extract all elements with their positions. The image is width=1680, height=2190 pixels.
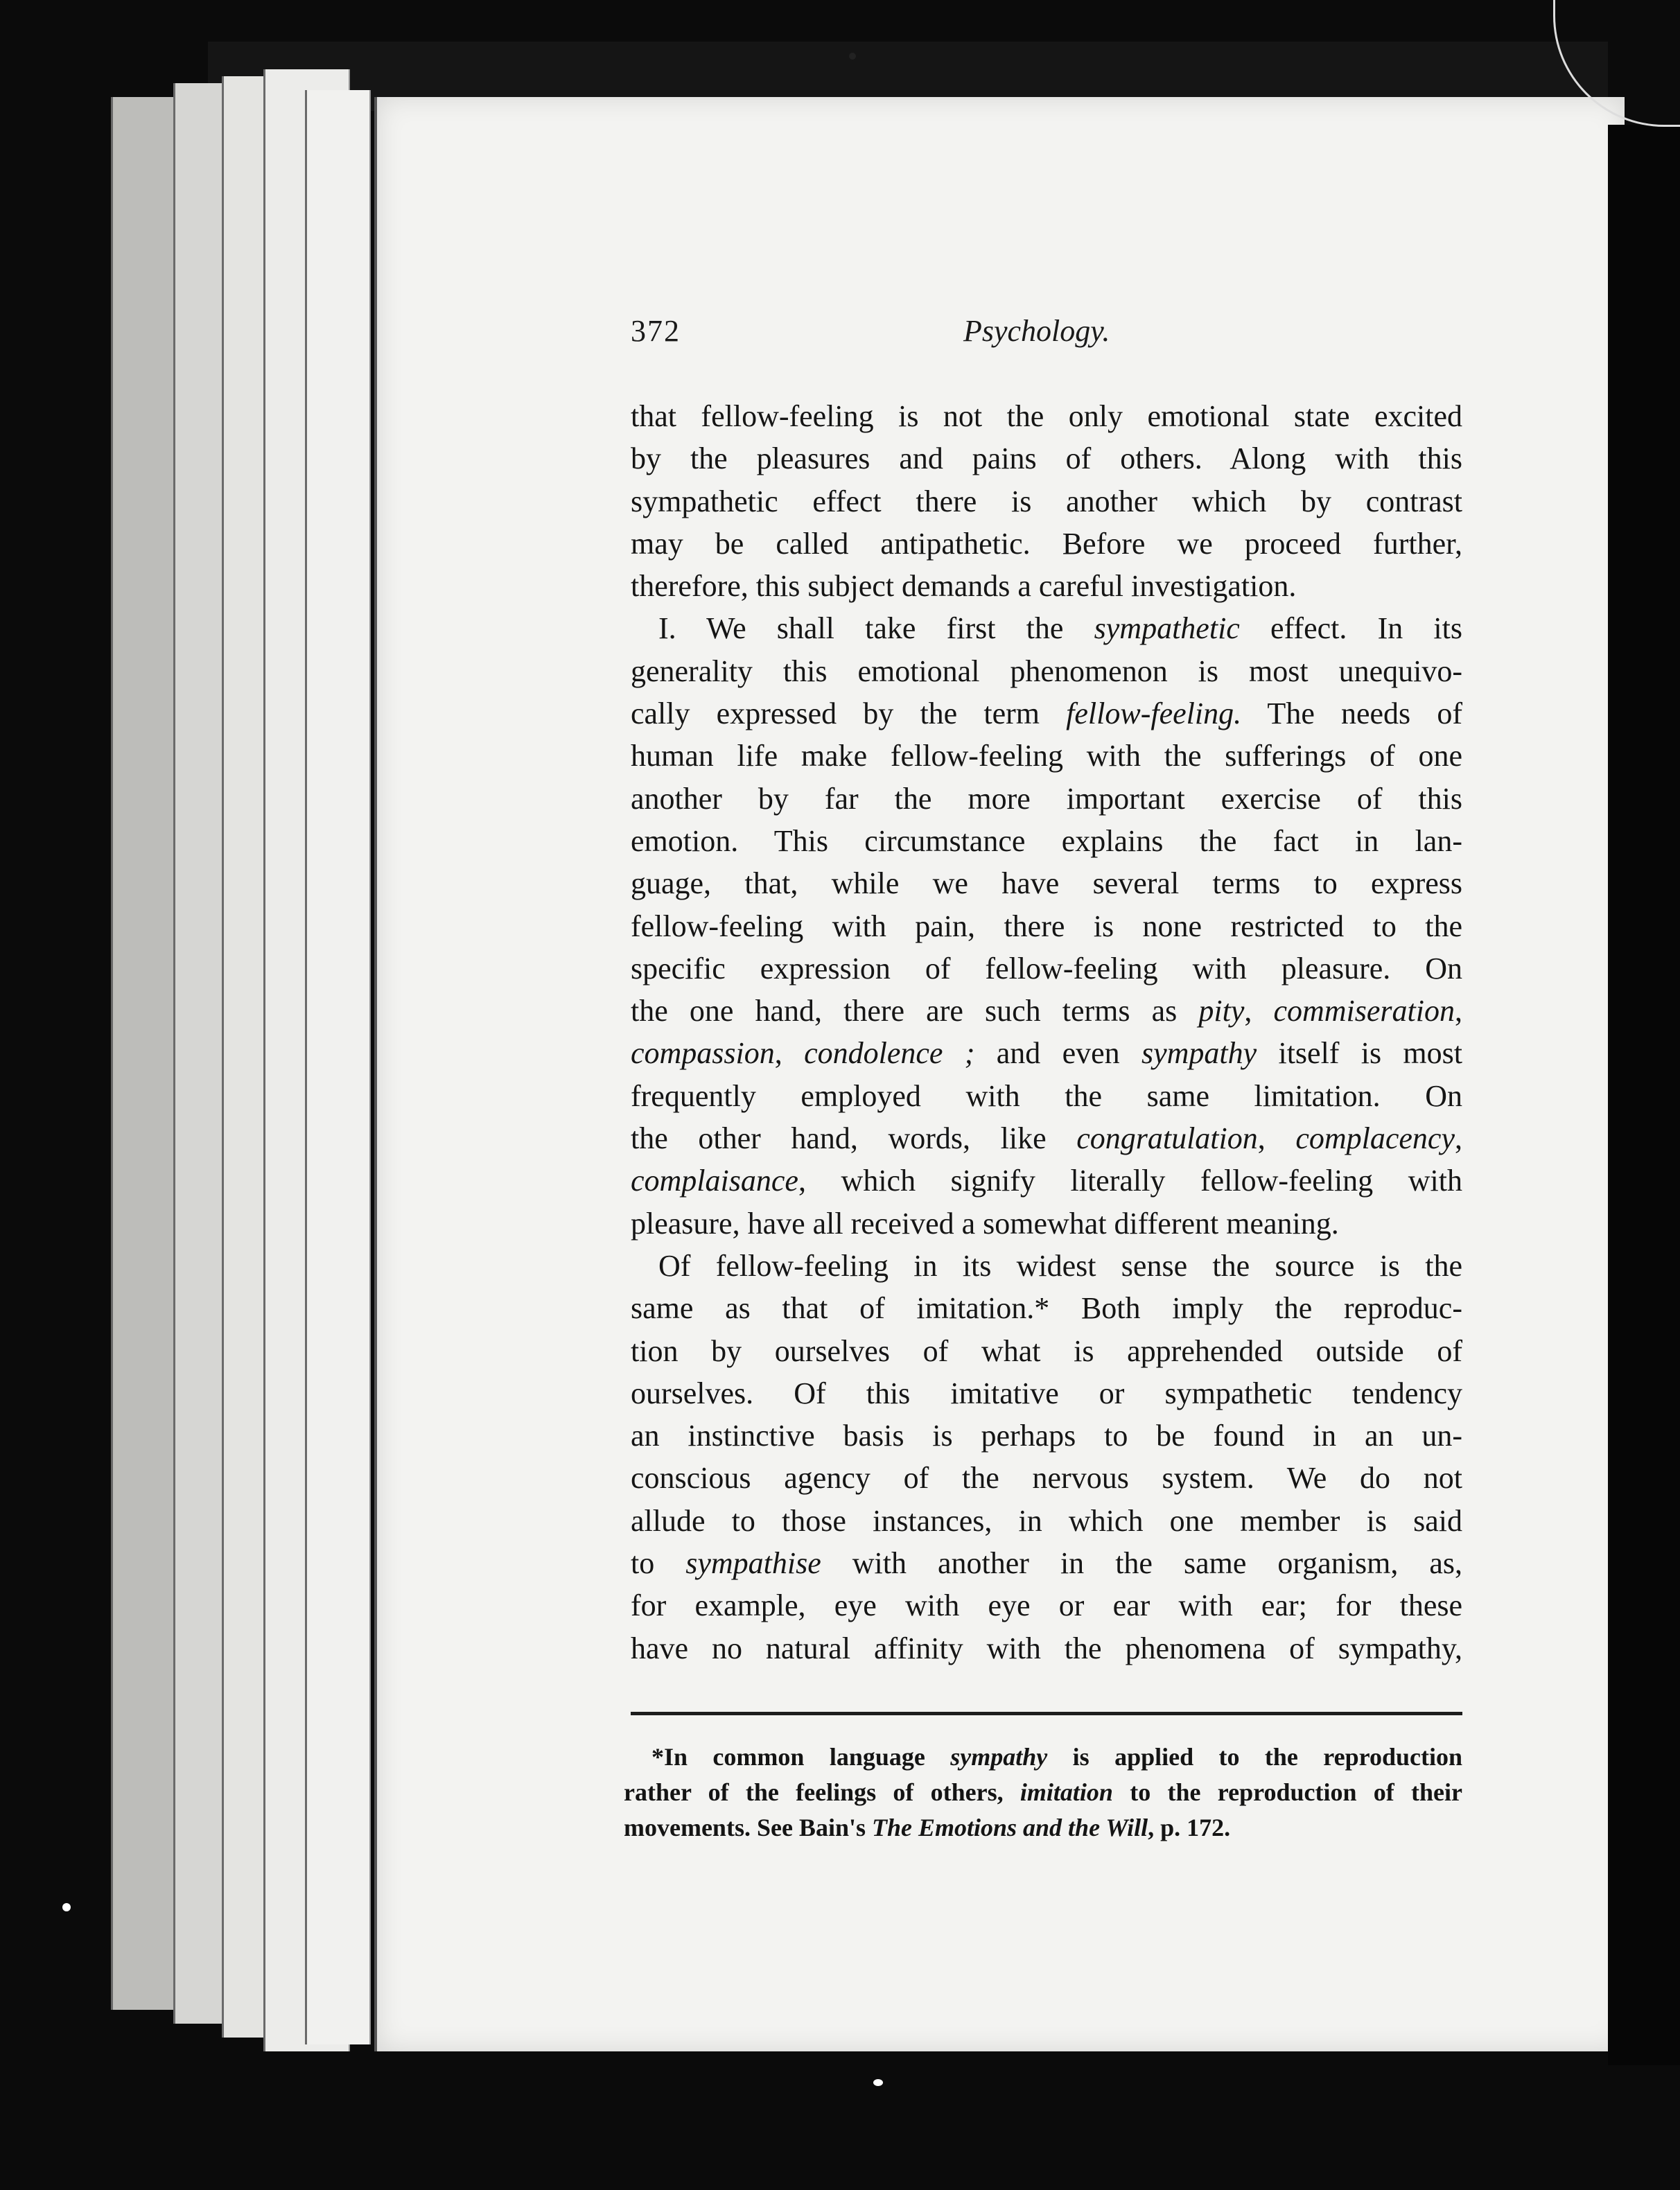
text-run: generality this emotional phenomenon is most unequivo- [631, 654, 1462, 688]
text-run: I. We shall take first the [658, 611, 1094, 646]
text-line [631, 1117, 1462, 1159]
text-line [631, 905, 1462, 947]
italic-text: imitation [1020, 1778, 1113, 1806]
text-line [631, 395, 1462, 437]
text-run: that fellow-feeling is not the only emotional state excited [631, 399, 1462, 433]
text-run: , which signify literally fellow-feeling with [798, 1164, 1462, 1198]
italic-text: complacency [1295, 1121, 1455, 1156]
text-line [624, 1810, 1462, 1846]
italic-text: sympathy [1141, 1036, 1257, 1071]
italic-text: fellow-feeling. [1066, 697, 1242, 731]
text-run: same as that of imitation.* Both imply the reproduc- [631, 1291, 1462, 1326]
text-run: pleasure, have all received a somewhat different meaning. [631, 1206, 1339, 1241]
text-run: sympathetic effect there is another which by contrast [631, 484, 1462, 518]
footnote-rule [631, 1712, 1462, 1715]
text-run: , [1455, 1121, 1462, 1156]
text-run: , [1244, 994, 1274, 1028]
text-line [631, 990, 1462, 1032]
running-header [631, 313, 1462, 362]
text-line [631, 778, 1462, 820]
italic-text: pity [1198, 994, 1245, 1028]
italic-text: compassion [631, 1036, 775, 1071]
text-line [631, 1372, 1462, 1414]
text-line [631, 1159, 1462, 1202]
text-line [631, 735, 1462, 777]
text-run: *In common language [651, 1743, 951, 1771]
text-run: rather of the feelings of others, [624, 1778, 1020, 1806]
text-line [631, 862, 1462, 904]
text-line [631, 1032, 1462, 1074]
scan-speck [849, 53, 856, 60]
text-run: Of fellow-feeling in its widest sense the source is the [658, 1248, 1462, 1283]
text-run: , [1455, 994, 1462, 1028]
text-line [631, 1287, 1462, 1329]
text-run: frequently employed with the same limitation. On [631, 1078, 1462, 1113]
text-run: itself is most [1257, 1036, 1463, 1071]
text-line [631, 1627, 1462, 1670]
text-run: conscious agency of the nervous system. We do not [631, 1461, 1462, 1496]
text-line [631, 820, 1462, 862]
text-run: the other hand, words, like [631, 1121, 1077, 1156]
text-line [631, 1075, 1462, 1117]
text-line [631, 692, 1462, 735]
italic-text: The Emotions and the Will [871, 1814, 1148, 1841]
italic-text: sympathetic [1094, 611, 1240, 646]
italic-text: sympathy [950, 1743, 1048, 1771]
text-run: to [631, 1546, 686, 1581]
scan-speck [62, 1903, 71, 1911]
italic-text: congratulation [1076, 1121, 1258, 1156]
text-run: effect. In its [1239, 611, 1462, 646]
text-run: therefore, this subject demands a careful investigation. [631, 569, 1297, 604]
text-run: , p. 172. [1148, 1814, 1231, 1841]
text-run: , [1257, 1121, 1296, 1156]
text-line [631, 565, 1462, 607]
text-run: ourselves. Of this imitative or sympathetic tendency [631, 1376, 1462, 1410]
text-line [631, 650, 1462, 692]
text-line [631, 1414, 1462, 1457]
text-line [631, 1457, 1462, 1499]
text-run: an instinctive basis is perhaps to be found in an un- [631, 1419, 1462, 1453]
text-run: cally expressed by the term [631, 697, 1067, 731]
text-run: human life make fellow-feeling with the sufferings of one [631, 739, 1462, 773]
text-run: and even [974, 1036, 1141, 1071]
text-run: tion by ourselves of what is apprehended outside of [631, 1333, 1462, 1368]
text-line [631, 947, 1462, 990]
text-line [624, 1740, 1462, 1775]
text-run: The needs of [1241, 697, 1462, 731]
text-line [631, 607, 1462, 649]
italic-text: complaisance [631, 1164, 798, 1198]
text-run: the one hand, there are such terms as [631, 994, 1199, 1028]
italic-text: commiseration [1273, 994, 1455, 1028]
footnote [624, 1740, 1462, 1846]
text-run: to the reproduction of their [1112, 1778, 1463, 1806]
text-line [631, 1584, 1462, 1627]
text-run: guage, that, while we have several terms to express [631, 866, 1462, 901]
text-run: fellow-feeling with pain, there is none restricted to the [631, 909, 1462, 943]
text-line [624, 1775, 1462, 1810]
text-run: movements. See Bain's [624, 1814, 872, 1841]
body-text [631, 395, 1462, 1670]
text-line [631, 523, 1462, 565]
text-run: another by far the more important exercise of this [631, 781, 1462, 816]
page-number: 372 [631, 314, 681, 348]
text-run: , [774, 1036, 805, 1071]
text-line [631, 1330, 1462, 1372]
page-edge [305, 90, 371, 2044]
text-run: allude to those instances, in which one member is said [631, 1503, 1462, 1538]
right-shadow [1608, 125, 1680, 2065]
running-title: Psychology. [963, 314, 1110, 348]
text-run: with another in the same organism, as, [821, 1546, 1462, 1581]
text-line [631, 1500, 1462, 1542]
scan-speck [873, 2079, 883, 2086]
text-run: emotion. This circumstance explains the fact in lan- [631, 823, 1462, 858]
text-line [631, 1542, 1462, 1584]
italic-text: sympathise [685, 1546, 821, 1581]
text-run: may be called antipathetic. Before we proceed further, [631, 526, 1462, 561]
text-line [631, 437, 1462, 480]
text-line [631, 1245, 1462, 1287]
text-run: by the pleasures and pains of others. Along with this [631, 441, 1462, 476]
text-line [631, 480, 1462, 523]
text-run: is applied to the reproduction [1047, 1743, 1462, 1771]
text-run: specific expression of fellow-feeling with pleasure. On [631, 951, 1462, 986]
text-run: have no natural affinity with the phenomena of sympathy, [631, 1631, 1462, 1665]
italic-text: condolence ; [804, 1036, 975, 1071]
text-run: for example, eye with eye or ear with ear; for these [631, 1588, 1462, 1623]
text-line [631, 1202, 1462, 1245]
